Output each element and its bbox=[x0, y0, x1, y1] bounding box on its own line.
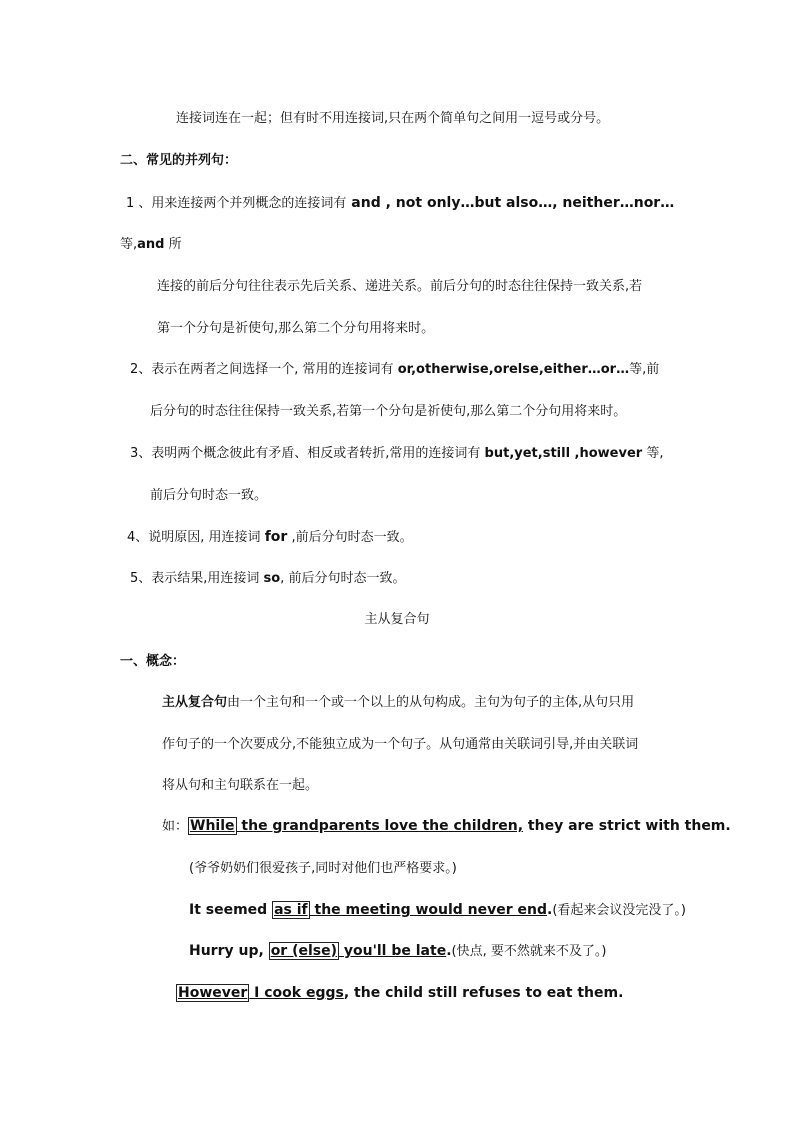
item-2-text: 表示在两者之间选择一个, 常用的连接词有 bbox=[151, 362, 398, 377]
item-2-text-c: 等,前 bbox=[629, 362, 660, 377]
item-5-number: 5、 bbox=[130, 571, 152, 586]
item-3-text-c: 等, bbox=[642, 446, 664, 461]
example-lead: 如： bbox=[162, 819, 189, 834]
definition-text-1: 由一个主句和一个或一个以上的从句构成。主句为句子的主体,从句只用 bbox=[227, 695, 635, 710]
example-1-conjunction: While bbox=[190, 818, 235, 834]
continuation-line bbox=[176, 110, 609, 128]
section-heading-coordinate: 二、常见的并列句： bbox=[120, 153, 238, 168]
example-4-conjunction: However bbox=[178, 985, 248, 1001]
definition-line-2: 作句子的一个次要成分,不能独立成为一个句子。从句通常由关联词引导,并由关联词 bbox=[162, 737, 639, 752]
continuation-text: 连接词连在一起；但有时不用连接词,只在两个简单句之间用一逗号或分号。 bbox=[176, 111, 610, 126]
item-5-so: so bbox=[263, 571, 281, 586]
item-1-line-3: 第一个分句是祈使句,那么第二个分句用将来时。 bbox=[157, 321, 435, 336]
item-1-text-e: 所 bbox=[164, 237, 182, 252]
example-3 bbox=[189, 942, 606, 961]
item-1-line-1 bbox=[126, 194, 674, 213]
example-1-translation: (爷爷奶奶们很爱孩子,同时对他们也严格要求。) bbox=[189, 861, 457, 876]
item-5-text: 表示结果,用连接词 bbox=[151, 571, 264, 586]
item-1-text-c: 等, bbox=[120, 237, 138, 252]
item-4-line bbox=[127, 528, 413, 547]
item-3-line-1 bbox=[130, 445, 663, 463]
item-3-conjunctions: but,yet,still ,however bbox=[484, 446, 643, 461]
example-2-rest: . bbox=[547, 902, 553, 918]
example-2 bbox=[189, 901, 686, 920]
example-1-rest: they are strict with them. bbox=[523, 818, 731, 834]
complex-sentence-title: 主从复合句 bbox=[364, 612, 430, 627]
example-4-rest: , the child still refuses to eat them. bbox=[343, 985, 624, 1001]
example-3-translation: (快点, 要不然就来不及了。) bbox=[451, 944, 607, 959]
item-1-conjunctions: and , not only…but also…, neither…nor… bbox=[346, 195, 675, 211]
example-4 bbox=[176, 984, 623, 1003]
item-1-line-2: 连接的前后分句往往表示先后关系、递进关系。前后分句的时态往往保持一致关系,若 bbox=[157, 279, 643, 294]
item-5-text-c: , 前后分句时态一致。 bbox=[280, 571, 406, 586]
item-3-number: 3、 bbox=[130, 446, 152, 461]
example-2-pre: It seemed bbox=[189, 902, 273, 918]
concept-heading: 一、概念： bbox=[120, 654, 186, 669]
example-3-conjunction: or (else) bbox=[270, 943, 338, 959]
item-1-line-1b bbox=[120, 236, 182, 254]
item-2-line-2: 后分句的时态往往保持一致关系,若第一个分句是祈使句,那么第二个分句用将来时。 bbox=[150, 404, 627, 419]
item-3-line-2: 前后分句时态一致。 bbox=[150, 488, 268, 503]
example-3-rest: . bbox=[446, 943, 452, 959]
item-2-line-1 bbox=[130, 361, 659, 379]
item-5-line bbox=[130, 570, 405, 588]
example-3-clause: you'll be late bbox=[339, 943, 447, 959]
definition-line-1 bbox=[162, 694, 634, 712]
item-3-text: 表明两个概念彼此有矛盾、相反或者转折,常用的连接词有 bbox=[151, 446, 485, 461]
item-2-number: 2、 bbox=[130, 362, 152, 377]
example-2-conjunction: as if bbox=[274, 902, 308, 918]
item-2-conjunctions: or,otherwise,orelse,either…or… bbox=[397, 362, 630, 377]
example-3-pre: Hurry up, bbox=[189, 943, 269, 959]
example-1 bbox=[162, 817, 731, 836]
item-1-number: 1 、 bbox=[126, 196, 152, 211]
item-4-text: 说明原因, 用连接词 bbox=[148, 530, 265, 545]
item-4-for: for bbox=[264, 529, 288, 545]
item-1-text: 用来连接两个并列概念的连接词有 bbox=[151, 196, 347, 211]
definition-line-3: 将从句和主句联系在一起。 bbox=[162, 778, 319, 793]
example-2-translation: (看起来会议没完没了。) bbox=[552, 903, 687, 918]
definition-term: 主从复合句 bbox=[162, 695, 228, 710]
example-1-clause: the grandparents love the children, bbox=[236, 818, 524, 834]
example-4-clause: I cook eggs bbox=[249, 985, 344, 1001]
item-1-and: and bbox=[137, 237, 165, 252]
item-4-number: 4、 bbox=[127, 530, 149, 545]
example-2-clause: the meeting would never end bbox=[309, 902, 548, 918]
item-4-text-c: ,前后分句时态一致。 bbox=[287, 530, 413, 545]
